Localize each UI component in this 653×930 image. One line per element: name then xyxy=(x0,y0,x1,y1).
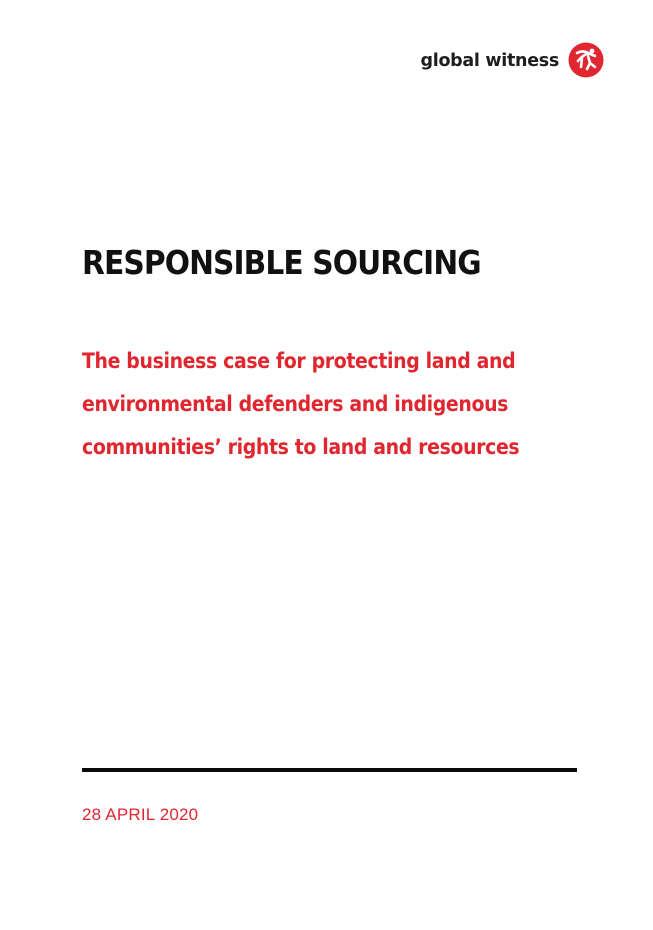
subtitle-line: The business case for protecting land and xyxy=(82,349,516,373)
publication-date: 28 APRIL 2020 xyxy=(82,805,199,824)
document-subtitle xyxy=(82,340,586,469)
brand-logo xyxy=(421,42,604,78)
divider-rule xyxy=(82,768,577,772)
global-witness-emblem-icon xyxy=(568,42,604,78)
brand-name: global witness xyxy=(420,51,559,71)
subtitle-line: communities’ rights to land and resources xyxy=(82,435,520,459)
document-title: RESPONSIBLE SOURCING xyxy=(82,243,481,282)
subtitle-line: environmental defenders and indigenous xyxy=(82,392,509,416)
